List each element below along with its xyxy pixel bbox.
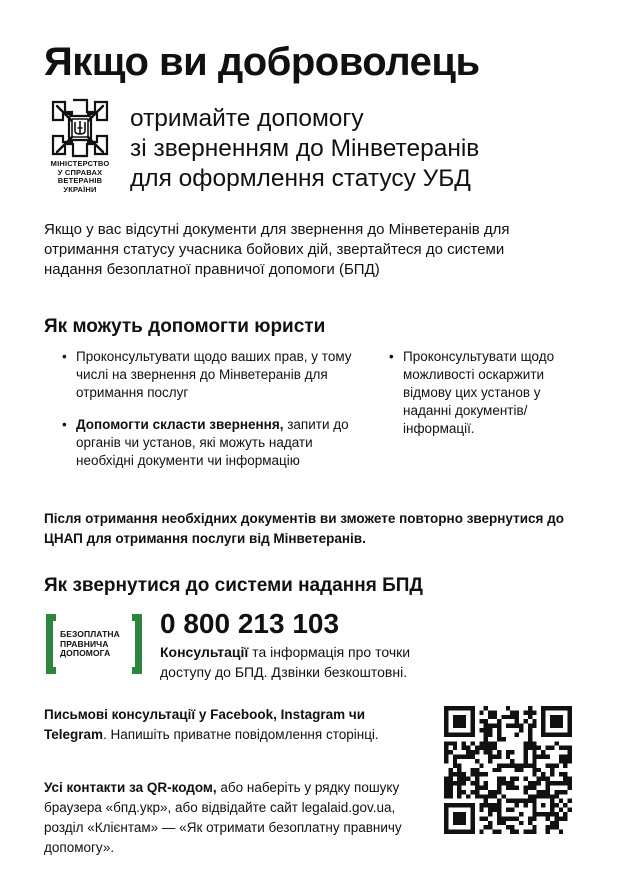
- ministry-logo-text: [44, 160, 116, 194]
- contacts-bold: Усі контакти за QR-кодом,: [44, 780, 217, 795]
- list-item-text: Проконсультувати щодо ваших прав, у тому числі на звернення до Мінветеранів для отримання послуг: [76, 349, 352, 400]
- phone-description: [160, 642, 460, 682]
- bpd-logo-text: [60, 630, 130, 659]
- ministry-logo-line: У СПРАВАХ: [57, 167, 103, 177]
- help-list-right: [389, 348, 589, 438]
- ministry-logo-line: ВЕТЕРАНІВ: [57, 176, 103, 185]
- written-bold: Письмові консультації у Facebook, Instagram чи Telegram: [44, 707, 366, 742]
- phone-desc-text: та інформація про точки доступу до БПД. Дзвінки безкоштовні.: [160, 644, 411, 680]
- subtitle: [130, 104, 479, 194]
- help-list-left: [62, 348, 352, 470]
- intro-paragraph: Якщо у вас відсутні документи для звернення до Мінветеранів для отримання статусу учасника бойових дій, звертайтеся до системи надання безоплатної правничої допомоги (БПД): [44, 221, 510, 278]
- qr-code-icon[interactable]: [444, 706, 572, 834]
- written-consultations: [44, 705, 384, 745]
- phone-desc-bold: Консультації: [160, 644, 249, 660]
- bpd-bracket-left: [46, 614, 56, 674]
- contacts-text: або наберіть у рядку пошуку браузера «бпд.укр», або відвідайте сайт legalaid.gov.ua, розділ «Клієнтам» — «Як отримати безоплатну правничу допомогу».: [44, 780, 402, 855]
- after-docs-note: Після отримання необхідних документів ви зможете повторно звернутися до ЦНАП для отримання послуги від Мінветеранів.: [44, 511, 564, 546]
- list-item-bold: Допомогти скласти звернення,: [76, 417, 284, 432]
- subtitle-line: для оформлення статусу УБД: [130, 165, 471, 192]
- contacts-info: [44, 778, 404, 858]
- list-item-text: Проконсультувати щодо можливості оскаржити відмову цих установ у наданні документів/інформації.: [403, 349, 555, 436]
- ministry-logo-line: УКРАЇНИ: [63, 184, 97, 194]
- list-item: [62, 416, 352, 470]
- ministry-logo-line: МІНІСТЕРСТВО: [50, 159, 110, 168]
- how-heading: Як звернутися до системи надання БПД: [44, 575, 423, 596]
- list-item-text: запити до органів чи установ, які можуть надати необхідні документи чи інформацію: [76, 417, 349, 468]
- bpd-logo-line: ДОПОМОГА: [60, 648, 111, 658]
- page-title: Якщо ви доброволець: [44, 40, 480, 84]
- subtitle-line: зі зверненням до Мінветеранів: [130, 135, 480, 162]
- bpd-logo-line: ПРАВНИЧА: [60, 638, 109, 649]
- help-heading: Як можуть допомогти юристи: [44, 316, 326, 337]
- list-item: [62, 348, 352, 402]
- subtitle-line: отримайте допомогу: [130, 105, 364, 132]
- bpd-logo: [46, 614, 142, 674]
- bpd-logo-line: БЕЗОПЛАТНА: [60, 629, 120, 639]
- ministry-veterans-emblem-icon: [51, 98, 109, 158]
- list-item: [389, 348, 589, 438]
- ministry-logo: [44, 98, 116, 194]
- hotline-phone[interactable]: 0 800 213 103: [160, 608, 340, 639]
- bpd-bracket-right: [132, 614, 142, 674]
- written-text: . Напишіть приватне повідомлення сторінці.: [103, 727, 379, 742]
